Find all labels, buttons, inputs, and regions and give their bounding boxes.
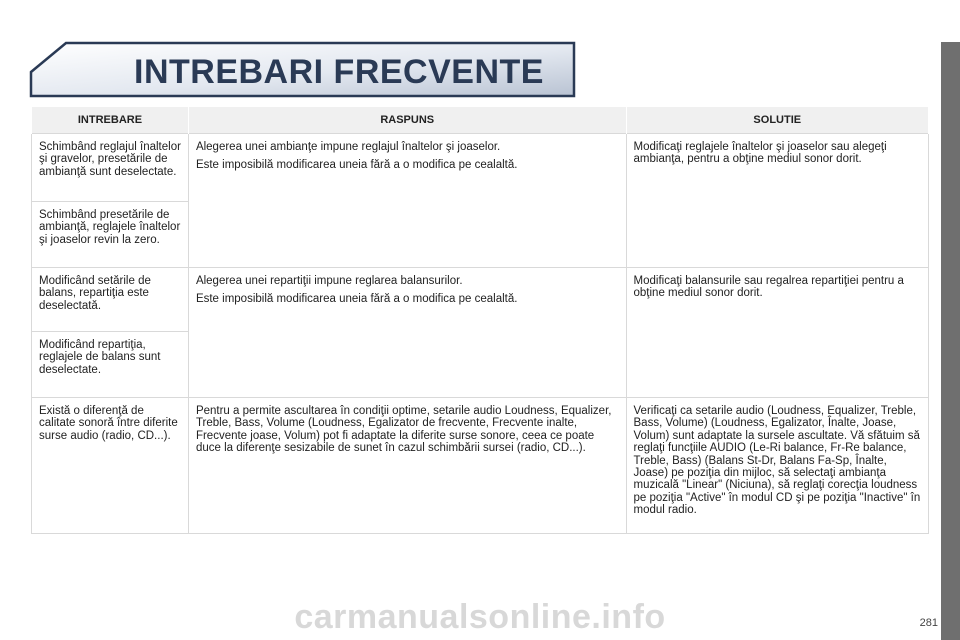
header-question: INTREBARE	[32, 107, 189, 134]
header-answer: RASPUNS	[188, 107, 626, 134]
answer-text: Alegerea unei ambianţe impune reglajul înaltelor şi joaselor.	[195, 141, 501, 153]
watermark: carmanualsonline.info	[294, 598, 666, 636]
question-cell: Schimbând presetările de ambianţă, reglajele înaltelor şi joaselor revin la zero.	[32, 202, 189, 268]
solution-cell: Modificaţi balansurile sau regalrea repartiţiei pentru a obţine mediul sonor dorit.	[626, 268, 928, 398]
question-cell: Modificând repartiţia, reglajele de balans sunt deselectate.	[32, 332, 189, 398]
table-row	[32, 134, 929, 202]
answer-cell	[188, 398, 626, 534]
question-cell: Schimbând reglajul înaltelor şi gravelor, presetările de ambianţă sunt deselectate.	[32, 134, 189, 202]
answer-text: Alegerea unei repartiţii impune reglarea balansurilor.	[195, 275, 463, 287]
page-number: 281	[919, 617, 938, 629]
answer-text: Este imposibilă modificarea uneia fără a o modifica pe cealaltă.	[195, 159, 518, 172]
header-solution: SOLUTIE	[626, 107, 928, 134]
table-header-row	[32, 107, 929, 134]
page-title: INTREBARI FRECVENTE	[134, 53, 544, 91]
solution-cell: Modificaţi reglajele înaltelor şi joaselor sau alegeţi ambianţa, pentru a obţine mediul sonor dorit.	[626, 134, 928, 268]
answer-text: Este imposibilă modificarea uneia fără a o modifica pe cealaltă.	[195, 293, 518, 306]
right-side-bar	[941, 42, 960, 640]
solution-cell: Verificaţi ca setarile audio (Loudness, Equalizer, Treble, Bass, Volume) (Loudness, Egalizator, Înalte, Joase, Volum) sunt adaptate la sursele ascultate. Vă sfătuim să reglaţi funcţiile AUDIO (Le-Ri balance, Fr-Re balance, Treble, Bass) (Balans St-Dr, Balans Fa-Sp, Înalte, Joase) pe poziţia din mijloc, să selectaţi ambianţa muzicală "Linear" (Niciuna), să reglaţi corecţia loudness pe poziţia "Active" în modul CD şi pe poziţia "Inactive" în modul radio.	[626, 398, 928, 534]
question-cell: Există o diferenţă de calitate sonoră între diferite surse audio (radio, CD...).	[32, 398, 189, 534]
answer-text: Pentru a permite ascultarea în condiţii optime, setarile audio Loudness, Equalizer, Treble, Bass, Volume (Loudness, Egalizator de frecvente, Frecvente inalte, Frecvente joase, Volum) pot fi adaptate la diferite surse sonore, ceea ce poate duce la diferenţe sesizabile de sunet în cazul schimbării sursei (radio, CD...).	[195, 405, 612, 455]
answer-cell	[188, 268, 626, 398]
faq-table	[31, 107, 929, 534]
table-row	[32, 268, 929, 332]
table-row	[32, 398, 929, 534]
answer-cell	[188, 134, 626, 268]
question-cell: Modificând setările de balans, repartiţia este deselectată.	[32, 268, 189, 332]
